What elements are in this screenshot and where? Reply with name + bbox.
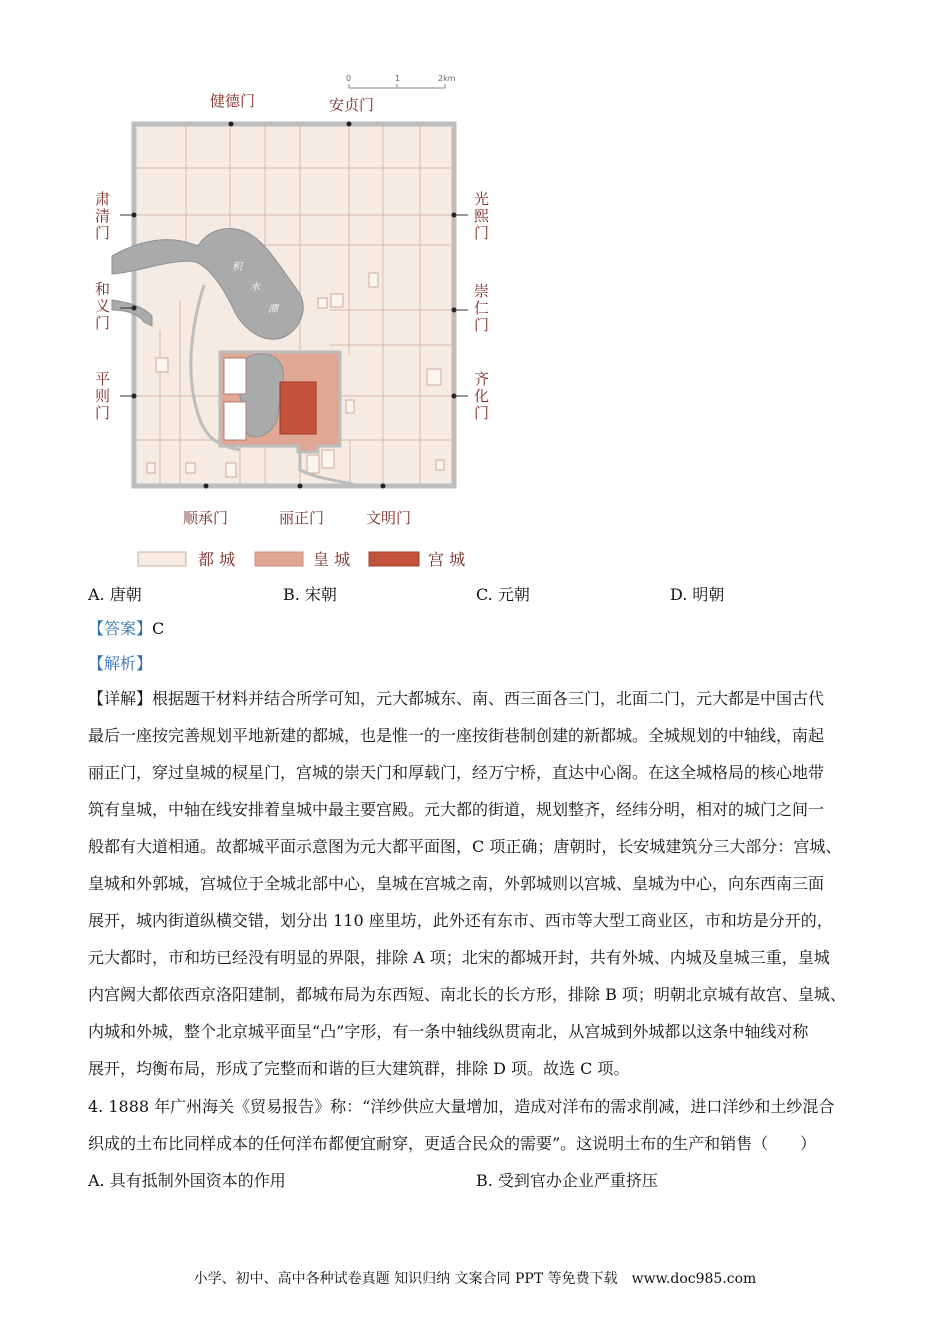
lake-label-1: 积: [232, 262, 242, 273]
question-4-stem-line: 织成的土布比同样成本的任何洋布都便宜耐穿，更适合民众的需要”。这说明土布的生产和销售（ ）: [88, 1134, 817, 1153]
scale-tick-0: 0: [346, 74, 352, 83]
page-footer: [0, 1268, 950, 1288]
gate-qihua: [474, 370, 489, 422]
detail-line: 内城和外城，整个北京城平面呈“凸”字形，有一条中轴线纵贯南北，从宫城到外城都以这条中轴线对称: [88, 1022, 809, 1041]
svg-text:仁: 仁: [474, 299, 490, 317]
option-a[interactable]: A. 唐朝: [88, 585, 142, 604]
option-c[interactable]: C. 元朝: [476, 585, 530, 604]
detail-line: 展开，均衡布局，形成了完整而和谐的巨大建筑群，排除 D 项。故选 C 项。: [88, 1059, 630, 1078]
svg-text:则: 则: [95, 387, 111, 405]
svg-text:清: 清: [95, 207, 111, 225]
svg-text:光: 光: [474, 190, 490, 208]
detail-line: 最后一座按完善规划平地新建的都城，也是惟一的一座按街巷制创建的新都城。全城规划的中轴线，南起: [88, 726, 825, 745]
analysis-tag: 【解析】: [88, 654, 153, 673]
legend-label-capital: 都 城: [198, 550, 236, 569]
legend-swatch-imperial: [255, 552, 303, 566]
gate-guangxi: [474, 190, 490, 242]
option-d[interactable]: D. 明朝: [670, 585, 725, 604]
legend-swatch-capital: [138, 552, 186, 566]
footer-url[interactable]: www.doc985.com: [631, 1271, 757, 1287]
west-palace-compound-south: [224, 402, 246, 440]
detail-line: 筑有皇城，中轴在线安排着皇城中最主要宫殿。元大都的街道，规划整齐，经纬分明，相对的城门之间一: [88, 800, 825, 819]
svg-text:平: 平: [95, 370, 111, 388]
legend-label-palace: 宫 城: [428, 550, 466, 569]
svg-text:门: 门: [474, 316, 490, 334]
legend-swatch-palace: [369, 552, 419, 566]
footer-text: 小学、初中、高中各种试卷真题 知识归纳 文案合同 PPT 等免费下载: [193, 1271, 618, 1287]
svg-text:熙: 熙: [474, 207, 490, 225]
svg-text:门: 门: [95, 314, 111, 332]
palace-city-area: [280, 382, 316, 434]
question-4-option-b[interactable]: B. 受到官办企业严重挤压: [476, 1171, 658, 1190]
svg-text:肃: 肃: [95, 190, 111, 208]
legend-label-imperial: 皇 城: [313, 550, 351, 569]
map-legend: [138, 550, 465, 569]
detail-line: 丽正门，穿过皇城的棂星门，宫城的崇天门和厚载门，经万宁桥，直达中心阁。在这全城格局的核心地带: [88, 763, 825, 782]
question-4-stem-line: 4. 1888 年广州海关《贸易报告》称：“洋纱供应大量增加，造成对洋布的需求削减，进口洋纱和土纱混合: [88, 1097, 835, 1116]
answer-line: [88, 617, 164, 641]
svg-text:齐: 齐: [474, 370, 490, 388]
west-palace-compound-north: [224, 358, 246, 394]
detail-line: 根据题干材料并结合所学可知，元大都城东、南、西三面各三门，北面二门，元大都是中国古代: [152, 689, 825, 708]
question-4-option-a[interactable]: A. 具有抵制外国资本的作用: [88, 1171, 286, 1190]
answer-options: [88, 582, 868, 606]
detail-line: 内宫阙大都依西京洛阳建制，都城布局为东西短、南北长的长方形，排除 B 项；明朝北京城有故宫、皇城、: [88, 985, 846, 1004]
scale-tick-2km: 2km: [438, 74, 456, 83]
dadu-city-plan-map: [0, 0, 950, 580]
gate-anzhen: 安贞门: [329, 96, 375, 114]
option-b[interactable]: B. 宋朝: [283, 585, 337, 604]
gate-lizheng: 丽正门: [279, 509, 325, 527]
gate-wenming: 文明门: [366, 509, 412, 527]
svg-text:和: 和: [95, 280, 111, 298]
svg-text:门: 门: [474, 224, 490, 242]
detail-tag: 【详解】: [88, 689, 153, 708]
lake-label-2: 水: [250, 282, 260, 293]
gate-pingze: [95, 370, 110, 422]
scale-tick-1: 1: [395, 74, 401, 83]
gate-suqing: [95, 190, 110, 242]
gate-chongren: [474, 282, 489, 334]
detail-line: 般都有大道相通。故都城平面示意图为元大都平面图，C 项正确；唐朝时，长安城建筑分三大部分：宫城、: [88, 837, 842, 856]
detail-line: 元大都时，市和坊已经没有明显的界限，排除 A 项；北宋的都城开封，共有外城、内城及皇城三重，皇城: [88, 948, 830, 967]
answer-value: C: [152, 619, 165, 638]
svg-text:化: 化: [474, 387, 490, 405]
scale-bar: [346, 74, 456, 88]
gate-heyi: [95, 280, 110, 332]
detail-line: 皇城和外郭城，宫城位于全城北部中心，皇城在宫城之南，外郭城则以宫城、皇城为中心，向东西南三面: [88, 874, 825, 893]
svg-text:门: 门: [95, 224, 111, 242]
analysis-line: [88, 652, 152, 676]
svg-text:门: 门: [95, 404, 111, 422]
svg-text:门: 门: [474, 404, 490, 422]
gate-jiande: 健德门: [210, 92, 256, 110]
answer-tag: 【答案】: [88, 619, 153, 638]
detail-line: 展开，城内街道纵横交错，划分出 110 座里坊，此外还有东市、西市等大型工商业区，市和坊是分开的，: [88, 911, 833, 930]
svg-text:义: 义: [95, 297, 111, 315]
svg-text:崇: 崇: [474, 282, 490, 300]
lake-label-3: 潭: [268, 304, 278, 315]
gate-shuncheng: 顺承门: [183, 509, 229, 527]
